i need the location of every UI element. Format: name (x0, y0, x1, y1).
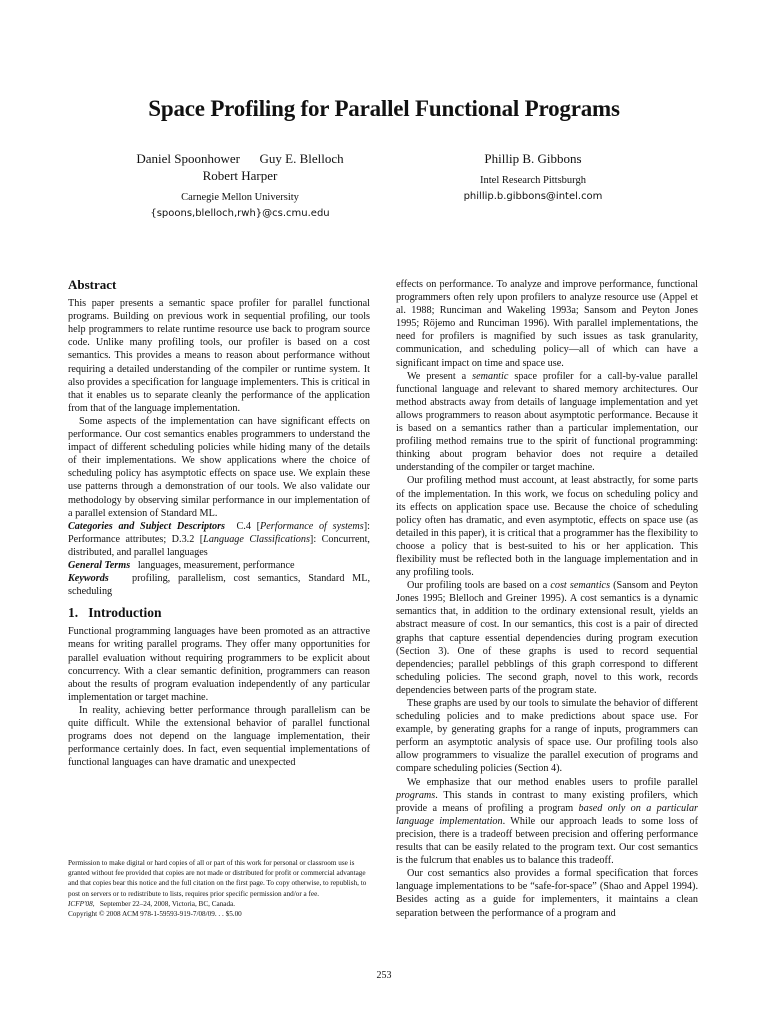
introduction-heading: 1. Introduction (68, 605, 162, 621)
general-terms (68, 559, 370, 572)
text: space profiler for a call-by-value parallel functional language and relevant to shared memory architectures. Our method abstracts away from details of language implementation and yet allows programmers to reason about asymptotic performance. Because it is based on a semantics rather than a particular implementation, our profiling method remains true to the spirit of functional programming: thinking about program behavior does not require a detailed understanding of the compiler or target machine. (396, 370, 698, 474)
body-paragraph-5: These graphs are used by our tools to simulate the behavior of different scheduling policies and to make predictions about space use. For example, by generating graphs for a range of inputs, programmers can perform an asymptotic analysis of space use. Our profiling tools also allow programmers to visualize the parallel execution of programs and compare scheduling policies (Section 4). (396, 698, 698, 775)
paper-title: Space Profiling for Parallel Functional Programs (148, 96, 620, 121)
author-names-line1: Daniel Spoonhower Guy E. Blelloch (136, 151, 344, 166)
copyright-footnote (68, 858, 370, 919)
body-paragraph-2 (396, 370, 698, 475)
categories-text-a: C.4 [ (236, 520, 261, 532)
affiliation-intel (388, 173, 678, 205)
authors-cmu (90, 150, 390, 222)
abstract-paragraph-2: Some aspects of the implementation can have significant effects on performance. Our cost semantics enables programmers to understand the impact of different scheduling policies while hiding many of the details of their implementations. We show applications where the choice of scheduling policy has asymptotic effects on space use. We explain these use patterns through a demonstration of our tools. We also validate our methodology by observing similar performance in our implementation of a parallel extension of Standard ML. (68, 415, 370, 519)
abstract-paragraph-1: This paper presents a semantic space profiler for parallel functional programs. Building on previous work in sequential profiling, our tools help programmers to relate runtime resource use back to program source code. Unlike many profiling tools, our profiler is based on a cost semantics. This provides a means to reason about performance without requiring a detailed understanding of the compiler or runtime system. It also provides a specification for language implementers. This is critical in that it enables us to separate cleanly the performance of the application from that of the language implementation. (68, 298, 370, 414)
affiliation-cmu (90, 190, 390, 222)
categories-label: Categories and Subject Descriptors (68, 520, 226, 532)
categories-text-c: ]: Concurrent, distributed, and parallel languages (68, 533, 370, 558)
body-paragraph-6 (396, 776, 698, 868)
categories-italic-a: Performance of systems (260, 520, 364, 532)
right-column (396, 278, 698, 920)
emphasis: semantic (472, 370, 509, 382)
keywords-text: profiling, parallelism, cost semantics, Standard ML, scheduling (68, 573, 370, 598)
page-number: 253 (376, 970, 392, 981)
conference-details: September 22–24, 2008, Victoria, BC, Canada. (99, 899, 236, 908)
categories-text-b: ]: Performance attributes; D.3.2 [ (68, 520, 370, 545)
introduction-paragraph-2: In reality, achieving better performance through parallelism can be quite difficult. While the extensional behavior of parallel functional programs does not depend on the language implementation, their performance certainly does. In fact, even sequential implementations of functional languages can have dramatic and unexpected (68, 704, 370, 769)
body-paragraph-4 (396, 579, 698, 697)
left-column (68, 278, 370, 769)
body-paragraph-1: effects on performance. To analyze and improve performance, functional programmers often rely upon profilers to analyze resource use (Appel et al. 1988; Runciman and Wakeling 1993a; Sansom and Peyton Jones 1995; Röjemo and Runciman 1996). With parallel implementations, the need for profilers is magnified by such issues as task granularity, communication, and scheduling policy—all of which can have a significant impact on time and space use. (396, 279, 698, 369)
affiliation-name: Carnegie Mellon University (181, 192, 299, 203)
text: . This stands in contrast to many existing profilers, which provide a means of profiling a program (396, 789, 698, 814)
general-terms-label: General Terms (68, 559, 131, 571)
text: We emphasize that our method enables users to profile parallel (407, 776, 698, 788)
keywords-label: Keywords (68, 573, 109, 585)
body-paragraph-7: Our cost semantics also provides a formal specification that forces language implementations to be “safe-for-space” (Shao and Appel 1994). Besides acting as a guide for implementers, it maintains a clean separation between the performance of a program and (396, 868, 698, 919)
author-email: {spoons,blelloch,rwh}@cs.cmu.edu (150, 208, 330, 219)
keywords (68, 572, 370, 598)
introduction-paragraph-1: Functional programming languages have been promoted as an attractive means for writing parallel programs. They offer many opportunities for parallel evaluation without requiring programmers to be explicit about concurrency. With a clear semantic definition, programmers can reason about the results of program evaluation independently of any particular implementation or target machine. (68, 626, 370, 703)
emphasis: programs (396, 789, 436, 801)
text: Our profiling tools are based on a (407, 580, 551, 592)
permission-notice: Permission to make digital or hard copies of all or part of this work for personal or classroom use is granted without fee provided that copies are not made or distributed for profit or commercial advantage and that copies bear this notice and the full citation on the first page. To copy otherwise, to republish, to post on servers or to redistribute to lists, requires prior specific permission and/or a fee. (68, 859, 367, 898)
categories-italic-b: Language Classifications (203, 533, 310, 545)
general-terms-text: languages, measurement, performance (137, 559, 295, 571)
author-names-line2: Robert Harper (202, 168, 278, 183)
categories-and-subject-descriptors (68, 520, 370, 559)
abstract-heading: Abstract (68, 277, 117, 292)
conference-line (68, 899, 370, 909)
body-paragraph-3: Our profiling method must account, at least abstractly, for some parts of the implementation. In this work, we focus on scheduling policy and its effects on application space use. Because the choice of scheduling policy often has dramatic, and even asymptotic, effects on space use (as detailed in this paper), it is critical that a programmer has the flexibility to choose a policy that is best-suited to his or her application. This flexibility must be reflected both in the language implementation and in any profiling tools. (396, 475, 698, 579)
author-email: phillip.b.gibbons@intel.com (463, 191, 603, 202)
copyright-line: Copyright © 2008 ACM 978-1-59593-919-7/08/09. . . $5.00 (68, 910, 242, 919)
text: (Sansom and Peyton Jones 1995; Blelloch and Greiner 1995). A cost semantics is a dynamic semantics that, in addition to the ordinary extensional result, yields an abstract measure of cost. In our semantics, this cost is a pair of directed graphs that capture essential dependencies during program execution (Section 3). One of these graphs is used to record sequential dependencies; parallel pebblings of this graph correspond to different scheduling policies. The second graph, novel to this work, records dependencies between parts of the program state. (396, 580, 698, 696)
text: . While our approach leads to some loss of precision, there is a tradeoff between precision and offering performance results that can be easily related to the program text. Our cost semantics is the fulcrum that enables us to balance this tradeoff. (396, 815, 698, 867)
affiliation-name: Intel Research Pittsburgh (480, 175, 586, 186)
emphasis: based only on a particular language implementation (396, 802, 698, 827)
authors-intel (388, 150, 678, 205)
text: We present a (407, 370, 473, 382)
emphasis: cost semantics (550, 580, 611, 592)
author-name: Phillip B. Gibbons (484, 151, 582, 166)
conference-name: ICFP'08, (68, 899, 95, 908)
